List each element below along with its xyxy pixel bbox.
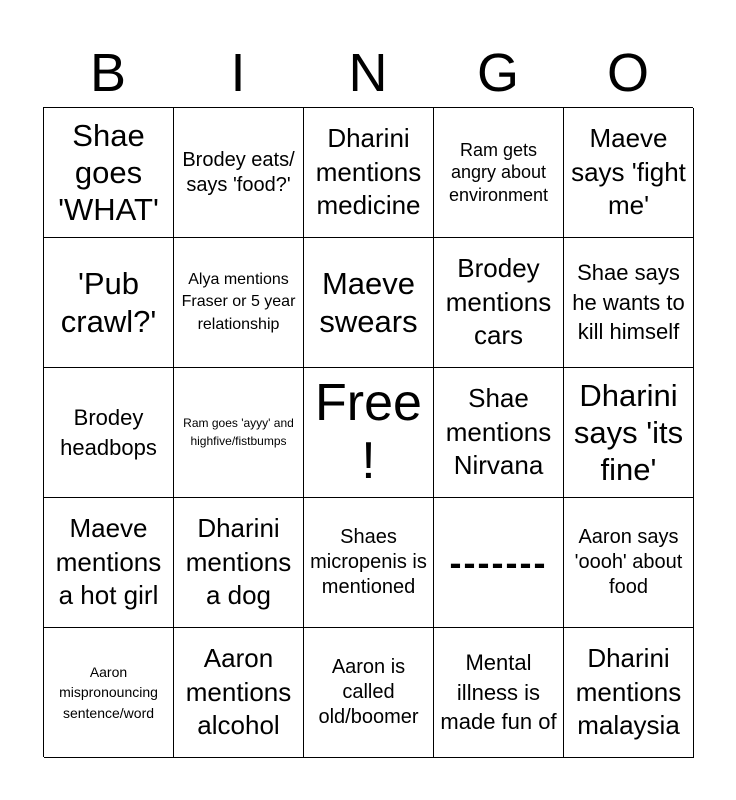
bingo-cell-r5-c4[interactable]: Mental illness is made fun of (434, 628, 564, 758)
header-letter-i: I (230, 43, 246, 103)
bingo-cell-r1-c3[interactable]: Dharini mentions medicine (304, 108, 434, 238)
bingo-cell-r2-c5[interactable]: Shae says he wants to kill himself (564, 238, 694, 368)
bingo-cell-r3-c2[interactable]: Ram goes 'ayyy' and highfive/fistbumps (174, 368, 304, 498)
bingo-cell-r3-c5[interactable]: Dharini says 'its fine' (564, 368, 694, 498)
bingo-cell-r5-c1[interactable]: Aaron mispronouncing sentence/word (44, 628, 174, 758)
bingo-cell-r3-c4[interactable]: Shae mentions Nirvana (434, 368, 564, 498)
bingo-cell-r1-c5[interactable]: Maeve says 'fight me' (564, 108, 694, 238)
bingo-board (43, 107, 693, 757)
header-letter-n: N (348, 43, 388, 103)
bingo-cell-r5-c2[interactable]: Aaron mentions alcohol (174, 628, 304, 758)
header-letter-g: G (476, 43, 519, 103)
header-letter-o: O (606, 43, 649, 103)
bingo-cell-r4-c5[interactable]: Aaron says 'oooh' about food (564, 498, 694, 628)
bingo-cell-r2-c4[interactable]: Brodey mentions cars (434, 238, 564, 368)
bingo-header (43, 40, 693, 106)
bingo-cell-r4-c3[interactable]: Shaes micropenis is mentioned (304, 498, 434, 628)
bingo-cell-r4-c4[interactable]: ------- (434, 498, 564, 628)
bingo-cell-r2-c3[interactable]: Maeve swears (304, 238, 434, 368)
bingo-cell-r5-c5[interactable]: Dharini mentions malaysia (564, 628, 694, 758)
bingo-cell-r1-c4[interactable]: Ram gets angry about environment (434, 108, 564, 238)
bingo-cell-r5-c3[interactable]: Aaron is called old/boomer (304, 628, 434, 758)
bingo-cell-r2-c2[interactable]: Alya mentions Fraser or 5 year relationship (174, 238, 304, 368)
bingo-cell-r2-c1[interactable]: 'Pub crawl?' (44, 238, 174, 368)
bingo-cell-r4-c2[interactable]: Dharini mentions a dog (174, 498, 304, 628)
bingo-cell-r3-c1[interactable]: Brodey headbops (44, 368, 174, 498)
bingo-cell-r1-c1[interactable]: Shae goes 'WHAT' (44, 108, 174, 238)
header-letter-b: B (89, 43, 127, 103)
bingo-cell-r3-c3-free[interactable]: Free! (304, 368, 434, 498)
bingo-cell-r4-c1[interactable]: Maeve mentions a hot girl (44, 498, 174, 628)
bingo-cell-r1-c2[interactable]: Brodey eats/ says 'food?' (174, 108, 304, 238)
